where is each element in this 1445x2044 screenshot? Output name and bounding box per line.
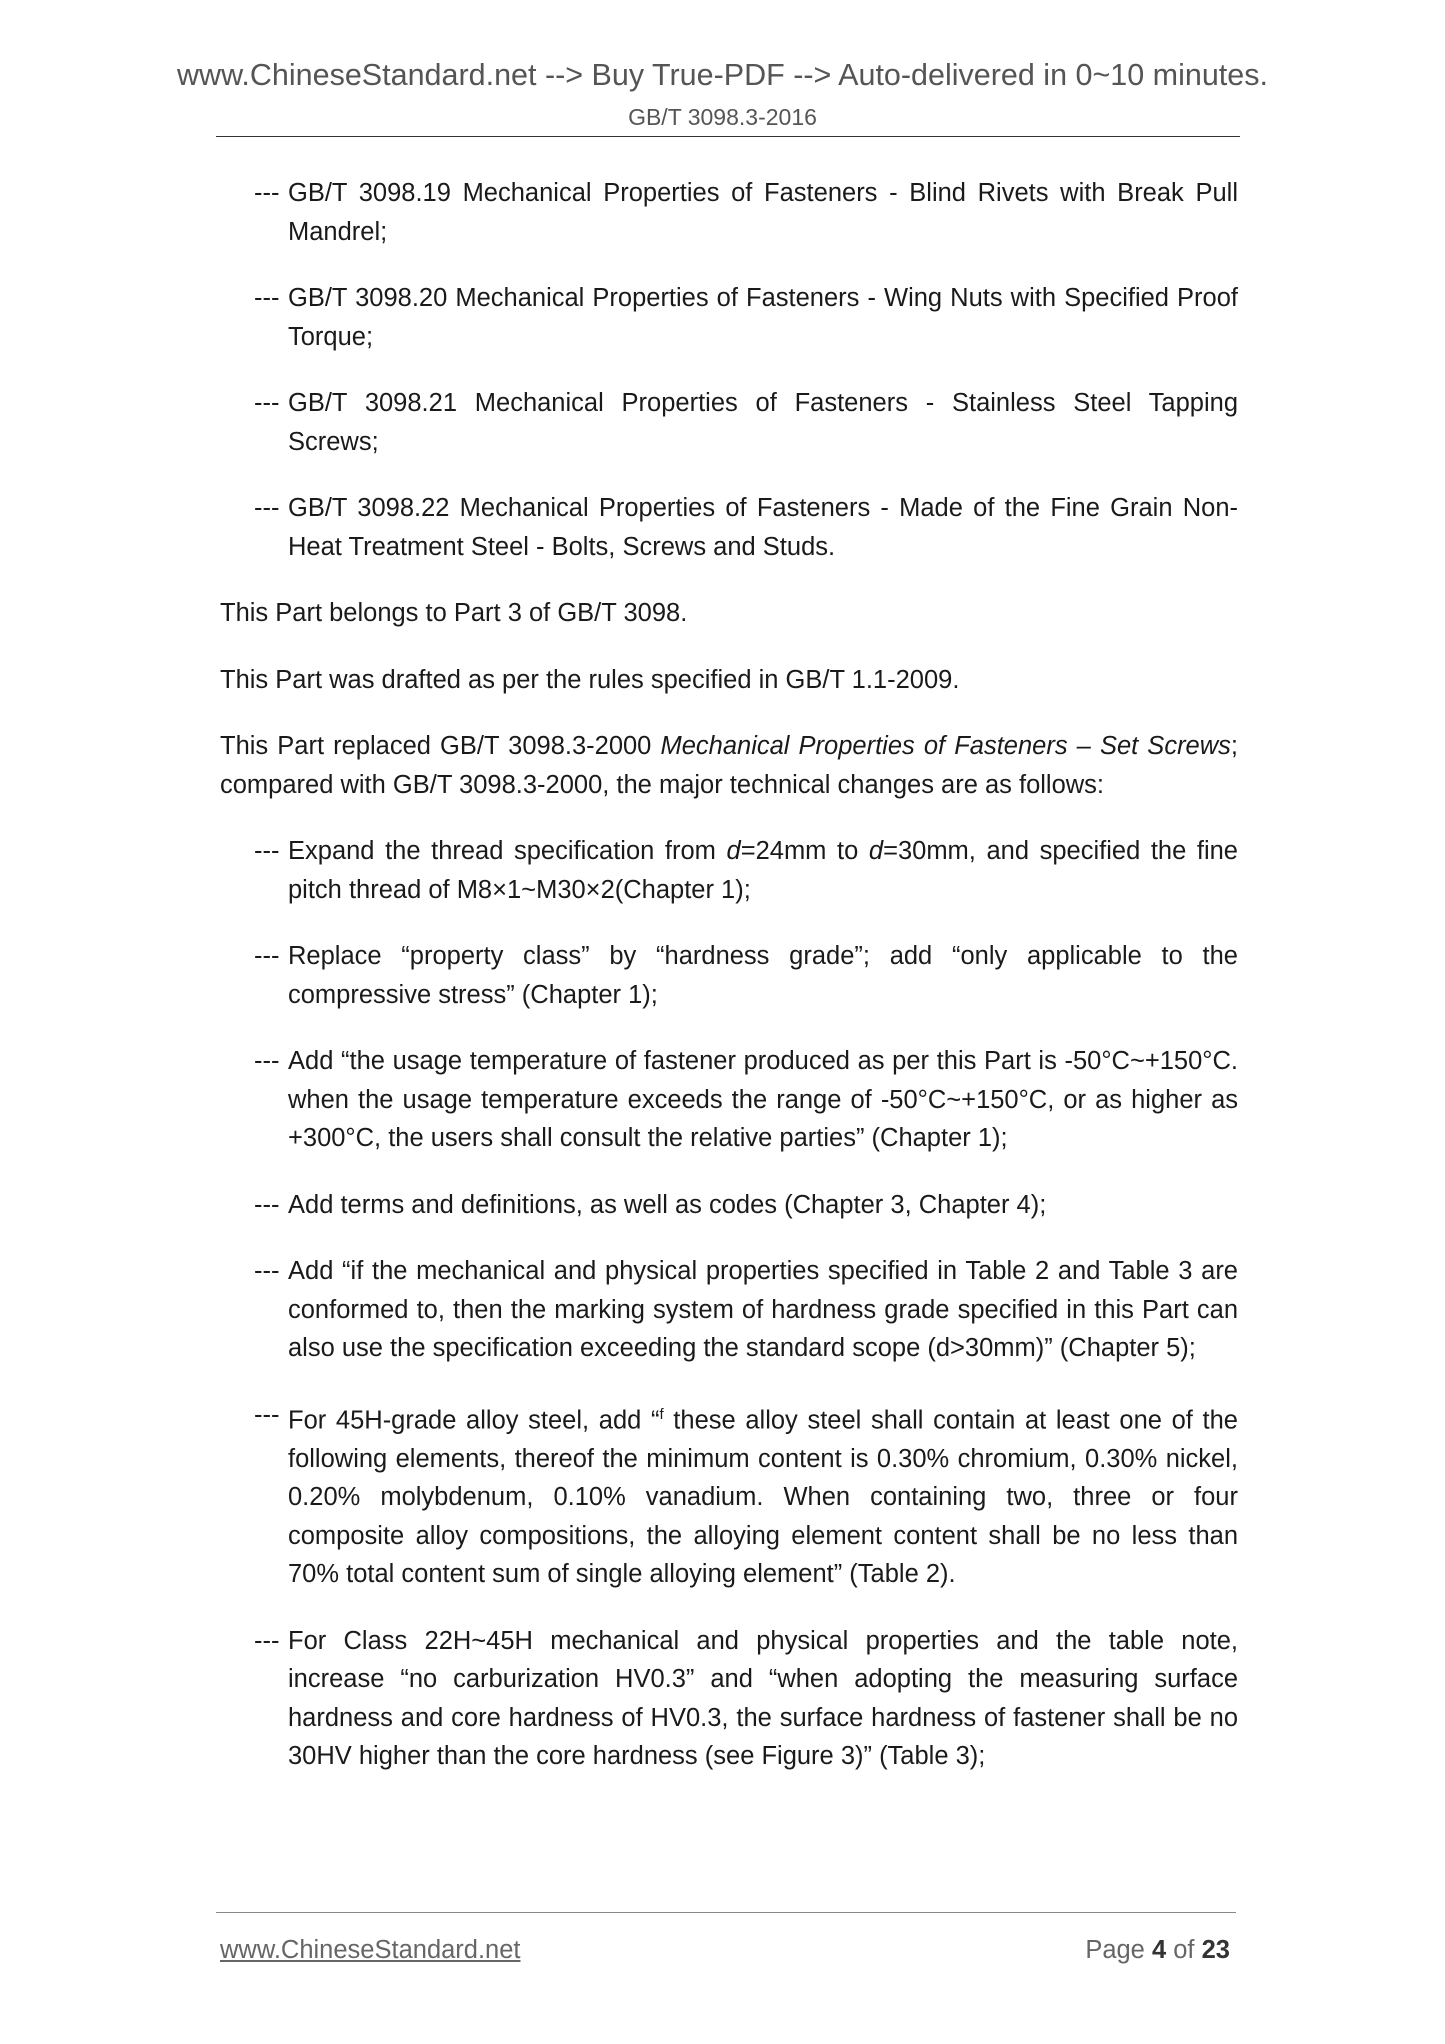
- header-banner: www.ChineseStandard.net --> Buy True-PDF --> Auto-delivered in 0~10 minutes.: [177, 58, 1268, 92]
- change-text: For 45H-grade alloy steel, add “: [288, 1406, 660, 1434]
- document-body: [220, 174, 1238, 1804]
- standard-title: Mechanical Properties of Fasteners – Set Screws: [660, 732, 1231, 760]
- list-dash: ---: [254, 389, 280, 417]
- change-item: [220, 937, 1238, 1014]
- change-item: [220, 1622, 1238, 1776]
- list-dash: ---: [254, 179, 280, 207]
- list-dash: ---: [254, 942, 280, 970]
- change-text: =24mm to: [740, 837, 869, 865]
- list-item: [220, 174, 1238, 251]
- list-item-text: GB/T 3098.19 Mechanical Properties of Fasteners - Blind Rivets with Break Pull Mandrel;: [288, 179, 1238, 246]
- of-label: of: [1173, 1936, 1195, 1964]
- change-item: [220, 1252, 1238, 1368]
- page-label: Page: [1085, 1936, 1145, 1964]
- change-item: [220, 1042, 1238, 1158]
- paragraph-text: ; compared with GB/T 3098.3-2000, the major technical changes are as follows:: [220, 732, 1238, 799]
- list-item: [220, 384, 1238, 461]
- total-pages: 23: [1201, 1936, 1230, 1964]
- list-dash: ---: [254, 1400, 280, 1429]
- list-item: [220, 489, 1238, 566]
- change-text: =30mm, and specified the fine pitch thread of M8×1~M30×2(Chapter 1);: [288, 837, 1238, 904]
- change-item: [220, 1396, 1238, 1594]
- footer-divider: [216, 1912, 1236, 1913]
- variable-d: d: [868, 837, 884, 865]
- list-dash: ---: [254, 1047, 280, 1075]
- variable-d: d: [726, 837, 741, 865]
- list-dash: ---: [254, 494, 280, 522]
- change-text: Add “the usage temperature of fastener produced as per this Part is -50°C~+150°C. when the usage temperature exceeds the range of -50°C~+150°C, or as higher as +300°C, the users shall consult the relative parties” (Chapter 1);: [288, 1047, 1238, 1152]
- list-item-text: GB/T 3098.22 Mechanical Properties of Fasteners - Made of the Fine Grain Non-Heat Treatment Steel - Bolts, Screws and Studs.: [288, 494, 1238, 561]
- list-item-text: GB/T 3098.20 Mechanical Properties of Fasteners - Wing Nuts with Specified Proof Torque;: [288, 284, 1238, 351]
- header-divider: [216, 136, 1240, 137]
- list-dash: ---: [254, 837, 280, 865]
- change-item: [220, 1186, 1238, 1225]
- change-text: Add “if the mechanical and physical properties specified in Table 2 and Table 3 are conformed to, then the marking system of hardness grade specified in this Part can also use the specification exceeding the standard scope (d>30mm)” (Chapter 5);: [288, 1257, 1238, 1362]
- paragraph-text: This Part replaced GB/T 3098.3-2000: [220, 732, 661, 760]
- paragraph-replaced-standard: [220, 727, 1238, 804]
- change-text: For Class 22H~45H mechanical and physical properties and the table note, increase “no carburization HV0.3” and “when adopting the measuring surface hardness and core hardness of HV0.3, the surface hardness of fastener shall be no 30HV higher than the core hardness (see Figure 3)” (Table 3);: [288, 1626, 1238, 1770]
- list-dash: ---: [254, 1257, 280, 1285]
- paragraph-drafted-rules: This Part was drafted as per the rules specified in GB/T 1.1-2009.: [220, 665, 960, 694]
- page-indicator: [1085, 1936, 1230, 1965]
- list-dash: ---: [254, 1190, 280, 1219]
- change-item: [220, 832, 1238, 909]
- page-number: 4: [1151, 1936, 1167, 1964]
- change-text: Replace “property class” by “hardness grade”; add “only applicable to the compressive stress” (Chapter 1);: [288, 942, 1238, 1009]
- header-doc-code: GB/T 3098.3-2016: [628, 104, 817, 130]
- list-item-text: GB/T 3098.21 Mechanical Properties of Fasteners - Stainless Steel Tapping Screws;: [288, 389, 1238, 456]
- list-dash: ---: [254, 284, 280, 312]
- paragraph-part-belongs: This Part belongs to Part 3 of GB/T 3098.: [220, 599, 688, 627]
- footnote-marker: f: [659, 1405, 664, 1423]
- footer-site-link[interactable]: www.ChineseStandard.net: [220, 1936, 521, 1964]
- list-dash: ---: [254, 1626, 280, 1655]
- change-text: Add terms and definitions, as well as codes (Chapter 3, Chapter 4);: [288, 1190, 1047, 1219]
- change-text: Expand the thread specification from: [288, 837, 727, 865]
- change-text: these alloy steel shall contain at least one of the following elements, thereof the minimum content is 0.30% chromium, 0.30% nickel, 0.20% molybdenum, 0.10% vanadium. When containing two, three or four composite alloy compositions, the alloying element content shall be no less than 70% total content sum of single alloying element” (Table 2).: [288, 1406, 1238, 1588]
- list-item: [220, 279, 1238, 356]
